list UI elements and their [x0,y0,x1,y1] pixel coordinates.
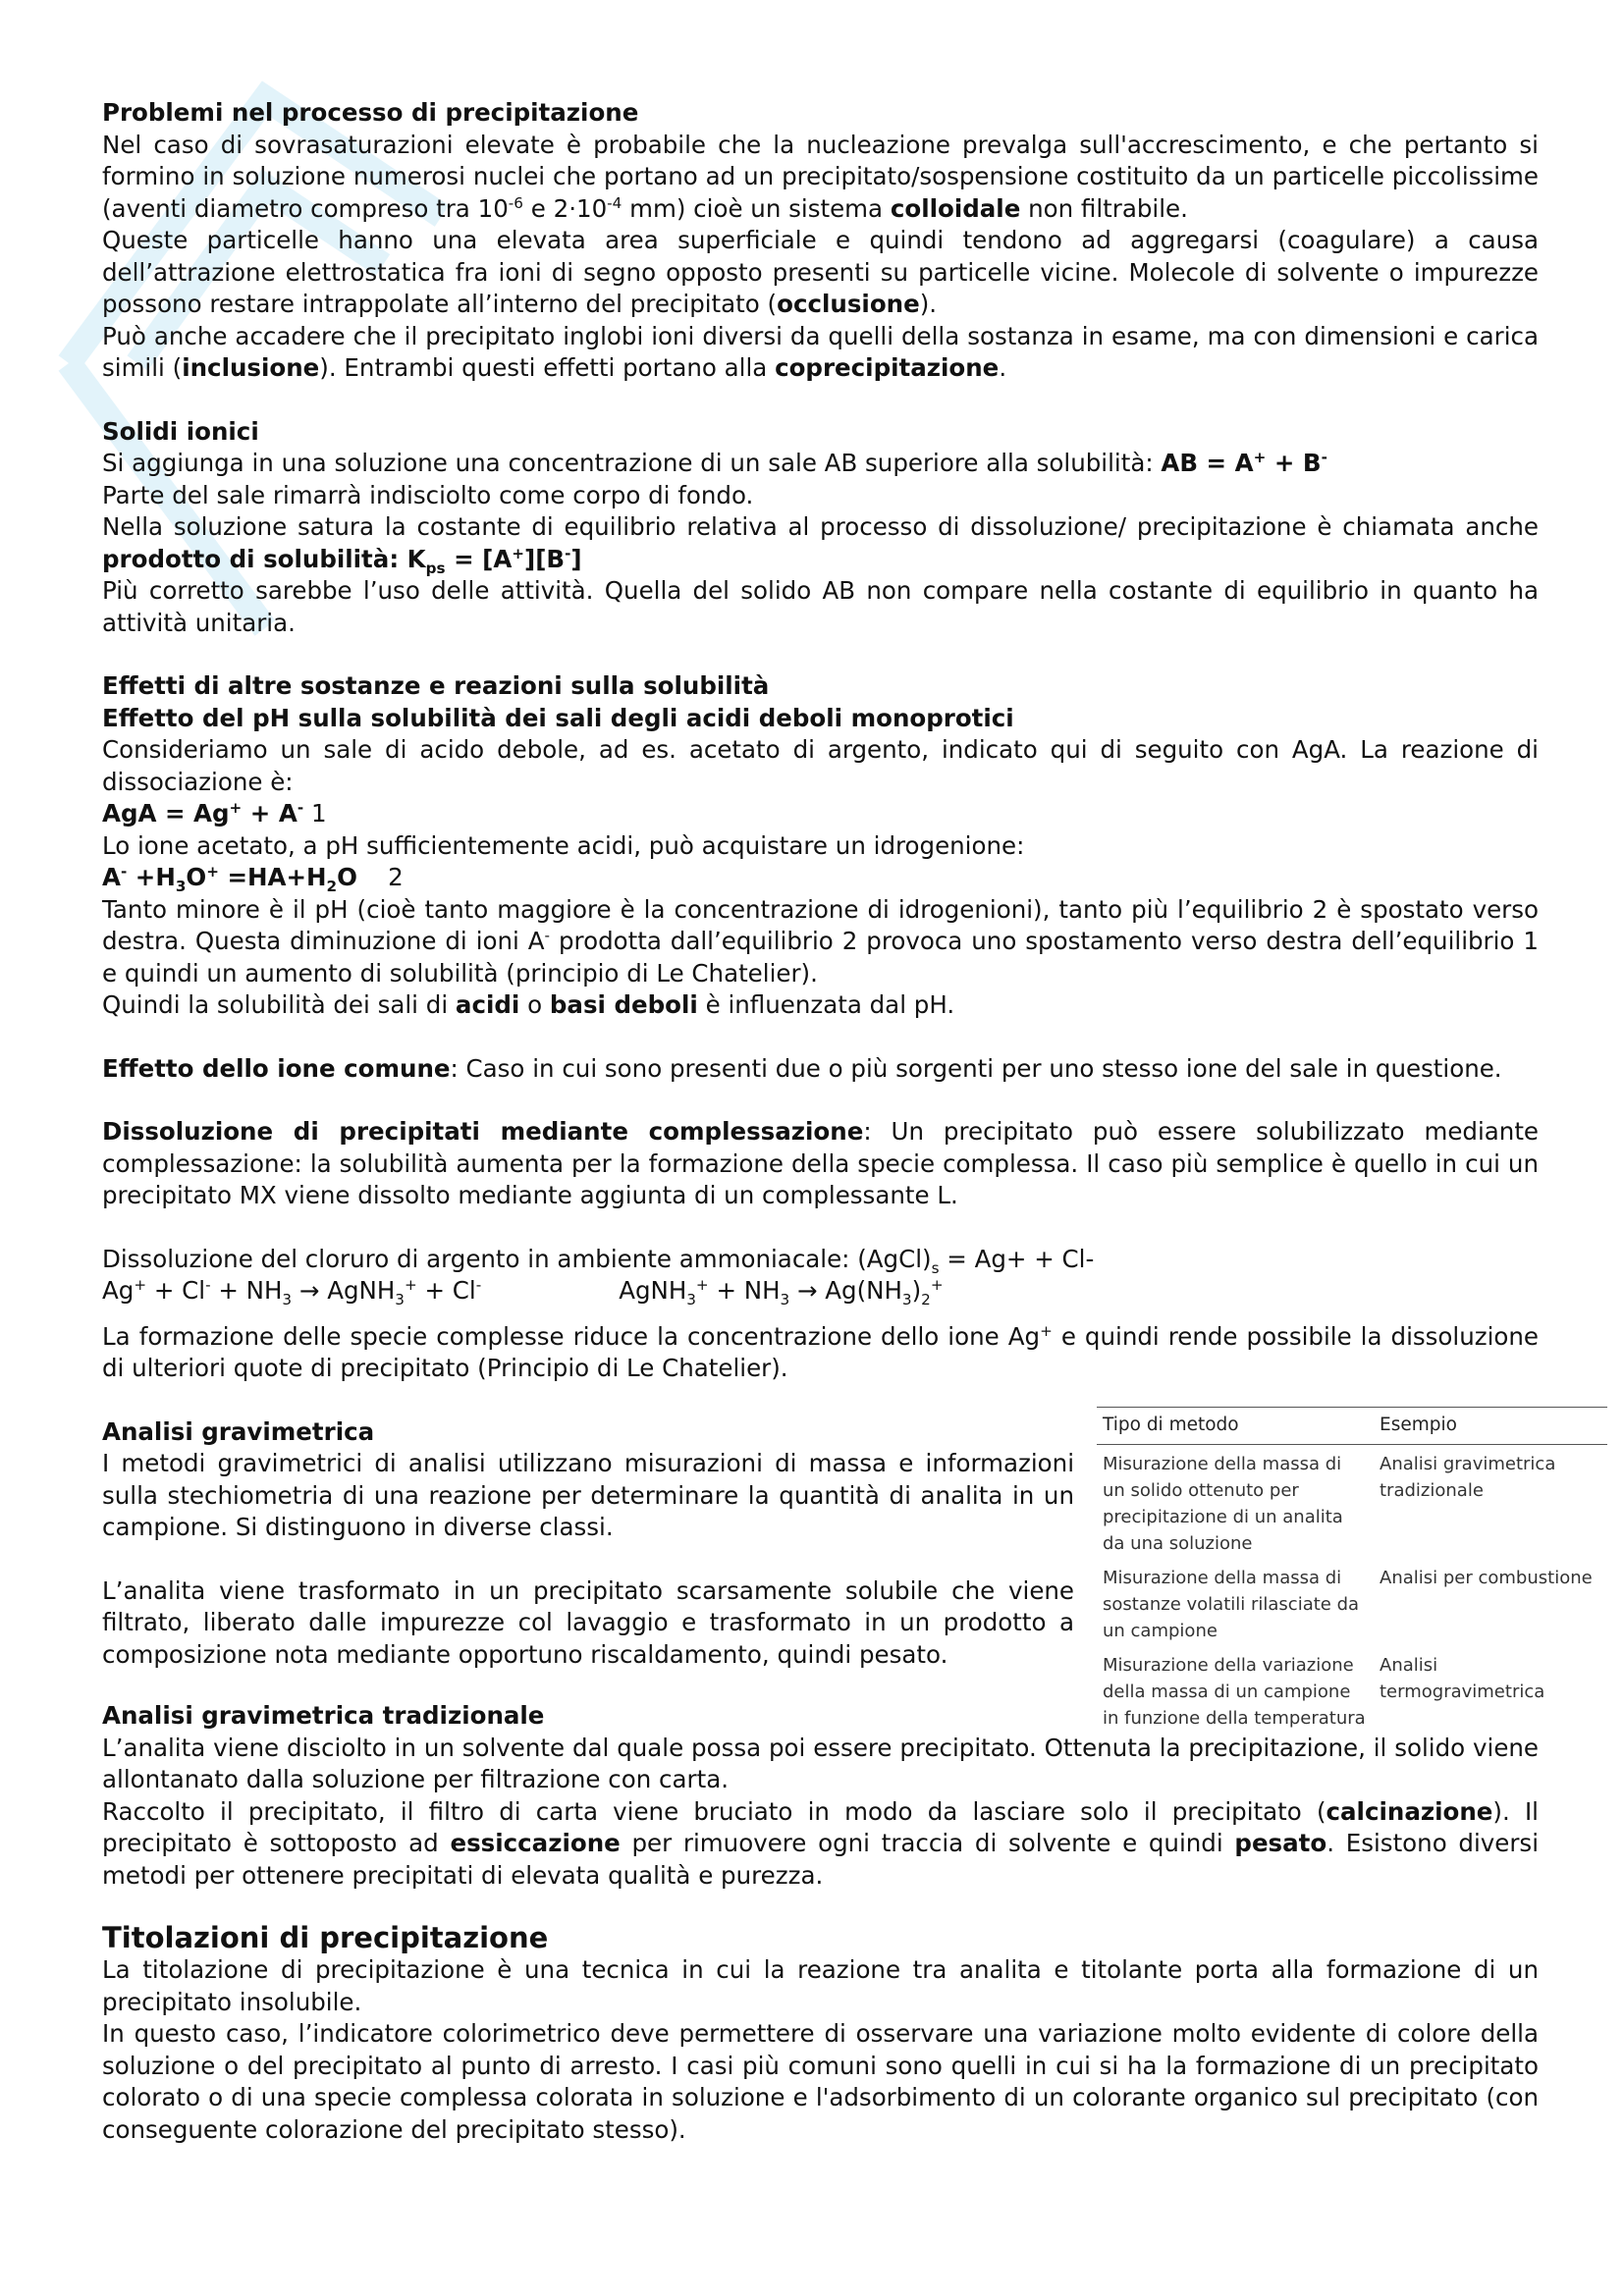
section-title-titolazioni: Titolazioni di precipitazione [102,1921,549,1954]
reactions-row [102,1275,1539,1308]
paragraph: Lo ione acetato, a pH sufficientemente acidi, può acquistare un idrogenione: [102,830,1025,860]
gravimetric-section [102,1414,1593,1729]
table-cell: Analisi per combustione [1380,1567,1593,1588]
paragraph: Quindi la solubilità dei sali di acidi o basi deboli è influenzata dal pH. [102,990,955,1019]
table-cell: Analisi gravimetrica tradizionale [1380,1453,1556,1501]
paragraph-ione-comune: Effetto dello ione comune: Caso in cui sono presenti due o più sorgenti per uno stesso ione del sale in questione. [102,1053,1502,1083]
paragraph: Raccolto il precipitato, il filtro di carta viene bruciato in modo da lasciare solo il precipitato (calcinazione). Il precipitato è sottoposto ad essiccazione per rimuovere ogni traccia di solvente e quindi pesato. Esistono diversi metodi per ottenere precipitati di elevata qualità e purezza. [102,1796,1539,1890]
section-title-analisi-gravimetrica: Analisi gravimetrica [102,1416,375,1446]
table-row [1097,1559,1607,1646]
table-cell: Analisi termogravimetrica [1380,1654,1545,1702]
equation-1: AgA = Ag+ + A- 1 [102,798,327,828]
paragraph: Consideriamo un sale di acido debole, ad es. acetato di argento, indicato qui di seguito con AgA. La reazione di dissociazione è: [102,735,1539,796]
paragraph: L’analita viene trasformato in un precipitato scarsamente solubile che viene filtrato, liberato dalle impurezze col lavaggio e trasformato in un prodotto a composizione nota mediante opportuno riscaldamento, quindi pesato. [102,1575,1074,1669]
paragraph: La formazione delle specie complesse riduce la concentrazione dello ione Ag+ e quindi rende possibile la dissoluzione di ulteriori quote di precipitato (Principio di Le Chatelier). [102,1321,1539,1382]
paragraph: Più corretto sarebbe l’uso delle attività. Quella del solido AB non compare nella costante di equilibrio in quanto ha attività unitaria. [102,576,1539,637]
reaction-2: AgNH$_3$+ + $NH_3 \to Ag(NH_3)_2^+$ [619,1275,944,1308]
section-title-solidi-ionici: Solidi ionici [102,416,259,446]
table-cell: Misurazione della massa di sostanze volatili rilasciate da un campione [1103,1567,1360,1641]
table-row [1097,1646,1607,1734]
table-cell: Misurazione della massa di un solido ottenuto per precipitazione di un analita da una soluzione [1103,1453,1343,1554]
section-title-effetti: Effetti di altre sostanze e reazioni sulla solubilità [102,671,770,700]
table-header: Tipo di metodo [1097,1407,1374,1444]
table-cell: Misurazione della variazione della massa di un campione in funzione della temperatura [1103,1654,1366,1729]
paragraph-cloruro-argento: Dissoluzione del cloruro di argento in ambiente ammoniacale: $(AgCl)_s = Ag+ + Cl-$ [102,1244,1095,1277]
table-row [1097,1444,1607,1559]
paragraph: Può anche accadere che il precipitato inglobi ioni diversi da quelli della sostanza in esame, ma con dimensioni e carica simili (inclusione). Entrambi questi effetti portano alla coprecipitazione. [102,321,1539,382]
paragraph: In questo caso, l’indicatore colorimetrico deve permettere di osservare una variazione molto evidente di colore della soluzione o del precipitato al punto di arresto. I casi più comuni sono quelli in cui si ha la formazione di un precipitato colorato o di una specie complessa colorata in soluzione e l'adsorbimento di un colorante organico sul precipitato (con conseguente colorazione del precipitato stesso). [102,2019,1539,2144]
paragraph-complessazione: Dissoluzione di precipitati mediante complessazione: Un precipitato può essere solubilizzato mediante complessazione: la solubilità aumenta per la formazione della specie complessa. Il caso più semplice è quello in cui un precipitato MX viene dissolto mediante aggiunta di un complessante L. [102,1117,1539,1209]
document-body [102,97,1593,2146]
section-title-problemi: Problemi nel processo di precipitazione [102,98,639,127]
paragraph: I metodi gravimetrici di analisi utilizzano misurazioni di massa e informazioni sulla stechiometria di una reazione per determinare la quantità di analita in un campione. Si distinguono in diverse classi. [102,1449,1074,1541]
paragraph: La titolazione di precipitazione è una tecnica in cui la reazione tra analita e titolante porta alla formazione di un precipitato insolubile. [102,1955,1539,2016]
subsection-title-ph: Effetto del pH sulla solubilità dei sali degli acidi deboli monoprotici [102,703,1014,732]
section-title-tradizionale: Analisi gravimetrica tradizionale [102,1701,545,1730]
reaction-1: $Ag^+ + Cl^- + NH_3$ → AgNH$_3$+ + Cl- [102,1275,482,1308]
paragraph: Nella soluzione satura la costante di equilibrio relativa al processo di dissoluzione/ precipitazione è chiamata anche prodotto di solubilità: $K_{ps} = [A^+][B^-]$ [102,512,1539,577]
method-table [1097,1407,1607,1734]
paragraph: Queste particelle hanno una elevata area superficiale e quindi tendono ad aggregarsi (coagulare) a causa dell’attrazione elettrostatica fra ioni di segno opposto presenti su particelle vicine. Molecole di solvente o impurezze possono restare intrappolate all’interno del precipitato (occlusione). [102,226,1539,318]
paragraph: Si aggiunga in una soluzione una concentrazione di un sale AB superiore alla solubilità: AB = A+ + B- [102,448,1327,477]
paragraph: Nel caso di sovrasaturazioni elevate è probabile che la nucleazione prevalga sull'accrescimento, e che pertanto si formino in soluzione numerosi nuclei che portano ad un precipitato/sospensione costituito da un particelle piccolissime (aventi diametro compreso tra $10^{-6}$ e $2\cdot 10^{-4}$ mm) cioè un sistema colloidale non filtrabile. [102,130,1539,223]
equation-2: $A^- +H_3O^+ =HA+H_2O$ 2 [102,862,404,895]
paragraph: Parte del sale rimarrà indisciolto come corpo di fondo. [102,480,754,509]
paragraph: Tanto minore è il pH (cioè tanto maggiore è la concentrazione di idrogenioni), tanto più l’equilibrio 2 è spostato verso destra. Questa diminuzione di ioni A- prodotta dall’equilibrio 2 provoca uno spostamento verso destra dell’equilibrio 1 e quindi un aumento di solubilità (principio di Le Chatelier). [102,894,1539,988]
table-header: Esempio [1374,1407,1607,1444]
paragraph: L’analita viene disciolto in un solvente dal quale possa poi essere precipitato. Ottenuta la precipitazione, il solido viene allontanato dalla soluzione per filtrazione con carta. [102,1733,1539,1793]
